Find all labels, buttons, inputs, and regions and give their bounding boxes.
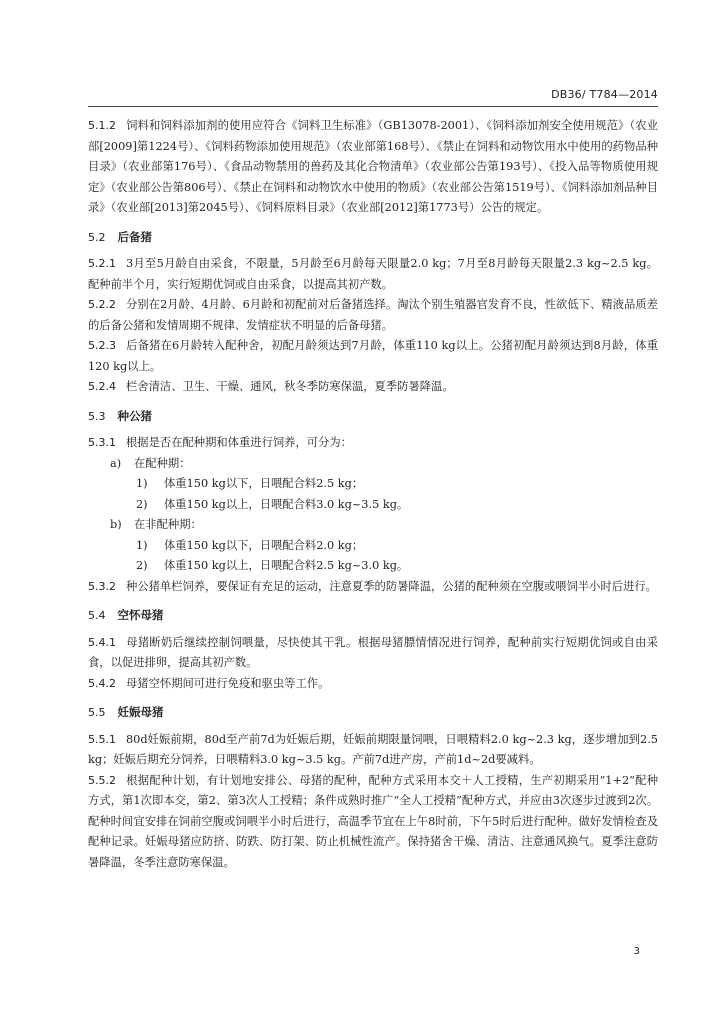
clause-number: 5.4.2: [88, 676, 116, 690]
list-item-a-2: [88, 495, 658, 516]
list-marker: 1): [136, 538, 148, 552]
clause-number: 5.2.1: [88, 257, 116, 270]
clause-5-2-1: [88, 254, 658, 295]
clause-text: 母猪空怀期间可进行免疫和驱虫等工作。: [126, 676, 330, 690]
clause-number: 5.5.1: [88, 732, 116, 746]
clause-text: 母猪断奶后继续控制饲喂量，尽快使其干乳。根据母猪膘情情况进行饲养，配种前实行短期优饲或自由采食，以促进排卵，提高其初产数。: [88, 635, 658, 669]
clause-number: 5.4.1: [88, 635, 116, 649]
clause-5-1-2: [88, 116, 658, 219]
clause-text: 根据配种计划，有计划地安排公、母猪的配种，配种方式采用本交＋人工授精，生产初期采用“1+2”配种方式，第1次即本交，第2、第3次人工授精；条件成熟时推广“全人工授精”配种方式，并应由3次逐步过渡到2次。配种时间宜安排在饲前空腹或饲喂半小时后进行，高温季节宜在上午8时前，下午5时后进行配种。做好发情检查及配种记录。妊娠母猪应防挤、防跌、防打架、防止机械性流产。保持猪舍干燥、清洁、注意通风换气。夏季注意防暑降温，冬季注意防寒保温。: [88, 773, 658, 869]
clause-text: 分别在2月龄、4月龄、6月龄和初配前对后备猪选择。淘汰个别生殖器官发育不良，性欲低下、精液品质差的后备公猪和发情周期不规律、发情症状不明显的后备母猪。: [88, 298, 658, 332]
section-title: 种公猪: [117, 408, 152, 423]
section-number: 5.5: [88, 706, 106, 719]
list-item-b: [88, 515, 658, 536]
clause-text: 80d妊娠前期，80d至产前7d为妊娠后期，妊娠前期限量饲喂，日喂精料2.0 kg~2.3 kg，逐步增加到2.5 kg；妊娠后期充分饲养，日喂精料3.0 kg~3.5 kg。产前7d进产房，产前1d~2d要减料。: [88, 732, 658, 766]
list-item-a-1: [88, 474, 658, 495]
header-rule: [88, 106, 658, 107]
clause-number: 5.2.4: [88, 380, 116, 393]
clause-5-5-2: [88, 771, 658, 874]
list-text: 体重150 kg以下，日喂配合料2.5 kg；: [164, 477, 364, 490]
list-marker: b): [110, 518, 122, 531]
page-number: 3: [633, 946, 640, 957]
clause-text: 后备猪在6月龄转入配种舍，初配月龄须达到7月龄，体重110 kg以上。公猪初配月龄须达到8月龄，体重120 kg以上。: [88, 339, 658, 373]
clause-5-4-1: [88, 633, 658, 674]
section-5-4-heading: [88, 605, 658, 627]
section-number: 5.4: [88, 609, 106, 622]
clause-5-5-1: [88, 730, 658, 771]
list-label: 在非配种期：: [134, 518, 202, 531]
list-marker: 2): [136, 497, 148, 511]
section-title: 空怀母猪: [117, 608, 164, 622]
list-marker: 2): [136, 559, 148, 572]
clause-number: 5.3.2: [88, 579, 116, 593]
clause-5-3-2: [88, 577, 658, 598]
list-item-b-1: [88, 536, 658, 557]
document-id-header: DB36/ T784—2014: [551, 88, 658, 101]
page-content: [88, 116, 658, 873]
clause-5-2-3: [88, 336, 658, 377]
clause-number: 5.5.2: [88, 773, 116, 787]
section-title: 后备猪: [117, 229, 152, 244]
section-5-3-heading: [88, 406, 658, 428]
section-title: 妊娠母猪: [117, 705, 164, 719]
clause-text: 栏舍清洁、卫生、干燥、通风，秋冬季防寒保温，夏季防暑降温。: [126, 380, 454, 393]
list-label: 在配种期：: [134, 456, 191, 470]
clause-5-2-2: [88, 295, 658, 336]
list-text: 体重150 kg以上，日喂配合料2.5 kg~3.0 kg。: [164, 559, 409, 572]
section-number: 5.2: [88, 230, 106, 244]
list-text: 体重150 kg以下，日喂配合料2.0 kg；: [164, 538, 364, 552]
clause-number: 5.3.1: [88, 436, 116, 449]
clause-5-2-4: [88, 377, 658, 398]
clause-text: 种公猪单栏饲养，要保证有充足的运动，注意夏季的防暑降温，公猪的配种须在空腹或喂饲半小时后进行。: [126, 579, 657, 593]
clause-text: 3月至5月龄自由采食，不限量，5月龄至6月龄每天限量2.0 kg；7月至8月龄每天限量2.3 kg~2.5 kg。配种前半个月，实行短期优饲或自由采食，以提高其初产数。: [88, 257, 658, 291]
clause-5-4-2: [88, 674, 658, 695]
clause-text: 根据是否在配种期和体重进行饲养，可分为：: [126, 436, 352, 449]
clause-number: 5.2.3: [88, 339, 116, 352]
section-5-5-heading: [88, 702, 658, 724]
clause-number: 5.2.2: [88, 298, 116, 311]
list-marker: a): [110, 456, 122, 470]
section-5-2-heading: [88, 227, 658, 249]
list-text: 体重150 kg以上，日喂配合料3.0 kg~3.5 kg。: [164, 497, 409, 511]
list-item-a: [88, 454, 658, 475]
section-number: 5.3: [88, 409, 106, 423]
clause-5-3-1: [88, 433, 658, 454]
list-marker: 1): [136, 477, 148, 490]
clause-text: 饲料和饲料添加剂的使用应符合《饲料卫生标准》（GB13078-2001）、《饲料添加剂安全使用规范》（农业部[2009]第1224号）、《饲料药物添加使用规范》（农业部第168号）、《禁止在饲料和动物饮用水中使用的药物品种目录》（农业部第176号）、《食品动物禁用的兽药及其化合物清单》（农业部公告第193号）、《投入品等物质使用规定》（农业部公告第806号）、《禁止在饲料和动物饮水中使用的物质》（农业部公告第1519号）、《饲料添加剂品种目录》（农业部[2013]第2045号）、《饲料原料目录》（农业部[2012]第1773号）公告的规定。: [88, 119, 658, 214]
clause-number: 5.1.2: [88, 119, 116, 132]
list-item-b-2: [88, 556, 658, 577]
